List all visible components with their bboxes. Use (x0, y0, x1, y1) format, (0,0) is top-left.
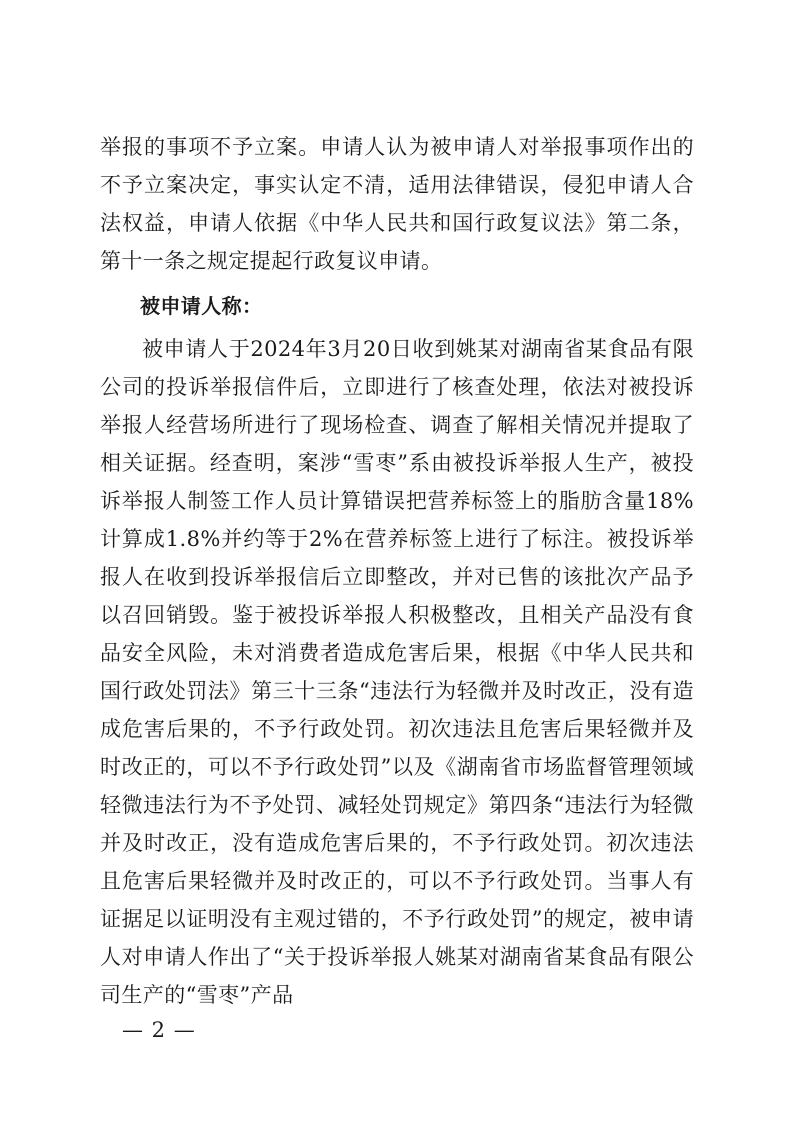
paragraph-applicant-claim: 举报的事项不予立案。申请人认为被申请人对举报事项作出的不予立案决定，事实认定不清，适用法律错误，侵犯申请人合法权益，申请人依据《中华人民共和国行政复议法》第二条，第十一条之规定提起行政复议申请。 (100, 135, 694, 273)
paragraph-respondent-statement: 被申请人于2024年3月20日收到姚某对湖南省某食品有限公司的投诉举报信件后，立即进行了核查处理，依法对被投诉举报人经营场所进行了现场检查、调查了解相关情况并提取了相关证据。经查明，案涉“雪枣”系由被投诉举报人生产，被投诉举报人制签工作人员计算错误把营养标签上的脂肪含量18%计算成1.8%并约等于2%在营养标签上进行了标注。被投诉举报人在收到投诉举报信后立即整改，并对已售的该批次产品予以召回销毁。鉴于被投诉举报人积极整改，且相关产品没有食品安全风险，未对消费者造成危害后果，根据《中华人民共和国行政处罚法》第三十三条“违法行为轻微并及时改正，没有造成危害后果的，不予行政处罚。初次违法且危害后果轻微并及时改正的，可以不予行政处罚”以及《湖南省市场监督管理领域轻微违法行为不予处罚、减轻处罚规定》第四条“违法行为轻微并及时改正，没有造成危害后果的，不予行政处罚。初次违法且危害后果轻微并及时改正的，可以不予行政处罚。当事人有证据足以证明没有主观过错的，不予行政处罚”的规定，被申请人对申请人作出了“关于投诉举报人姚某对湖南省某食品有限公司生产的“雪枣”产品 (100, 337, 694, 1007)
page-number: — 2 — (122, 1018, 196, 1042)
section-heading-respondent: 被申请人称： (140, 294, 263, 318)
